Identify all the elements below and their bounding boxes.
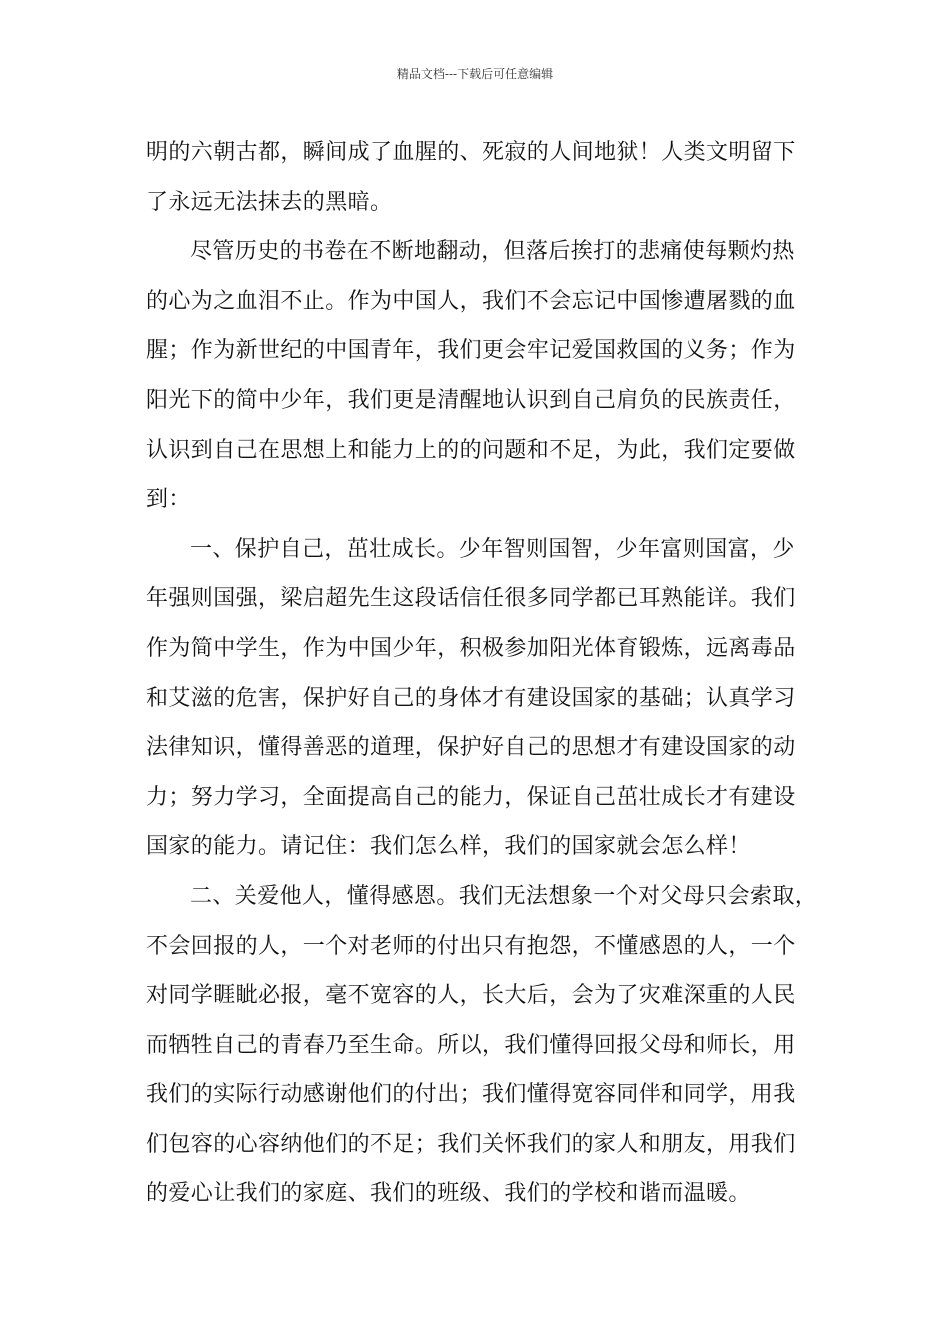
text-line: 年强则国强，梁启超先生这段话信任很多同学都已耳熟能详。我们: [146, 586, 796, 612]
paragraph-first-line: 一、保护自己，茁壮成长。少年智则国智，少年富则国富，少: [190, 536, 795, 562]
text-line: 作为简中学生，作为中国少年，积极参加阳光体育锻炼，远离毒品: [146, 635, 796, 661]
text-line: 和艾滋的危害，保护好自己的身体才有建设国家的基础；认真学习: [146, 685, 796, 711]
text-line: 对同学睚眦必报，毫不宽容的人，长大后，会为了灾难深重的人民: [146, 983, 796, 1009]
document-body: [146, 128, 818, 1219]
text-line: 认识到自己在思想上和能力上的的问题和不足，为此，我们定要做: [146, 437, 796, 463]
text-line: 的爱心让我们的家庭、我们的班级、我们的学校和谐而温暖。: [146, 1181, 751, 1207]
text-line: 力；努力学习，全面提高自己的能力，保证自己茁壮成长才有建设: [146, 784, 796, 810]
page-header: 精品文档---下载后可任意编辑: [396, 67, 554, 81]
text-line: 们包容的心容纳他们的不足；我们关怀我们的家人和朋友，用我们: [146, 1131, 796, 1157]
text-line: 到：: [146, 487, 191, 513]
text-line: 了永远无法抹去的黑暗。: [146, 189, 393, 215]
text-line: 而牺牲自己的青春乃至生命。所以，我们懂得回报父母和师长，用: [146, 1032, 796, 1058]
text-line: 阳光下的简中少年，我们更是清醒地认识到自己肩负的民族责任，: [146, 387, 796, 413]
text-line: 国家的能力。请记住：我们怎么样，我们的国家就会怎么样！: [146, 834, 751, 860]
text-line: 不会回报的人，一个对老师的付出只有抱怨，不懂感恩的人，一个: [146, 933, 796, 959]
text-line: 腥；作为新世纪的中国青年，我们更会牢记爱国救国的义务；作为: [146, 338, 796, 364]
paragraph-first-line: 尽管历史的书卷在不断地翻动，但落后挨打的悲痛使每颗灼热: [190, 239, 795, 265]
text-line: 法律知识，懂得善恶的道理，保护好自己的思想才有建设国家的动: [146, 735, 796, 761]
text-line: 的心为之血泪不止。作为中国人，我们不会忘记中国惨遭屠戮的血: [146, 288, 796, 314]
paragraph-first-line: 二、关爱他人，懂得感恩。我们无法想象一个对父母只会索取，: [190, 883, 818, 909]
text-line: 我们的实际行动感谢他们的付出；我们懂得宽容同伴和同学，用我: [146, 1082, 796, 1108]
text-line: 明的六朝古都，瞬间成了血腥的、死寂的人间地狱！人类文明留下: [146, 140, 796, 165]
